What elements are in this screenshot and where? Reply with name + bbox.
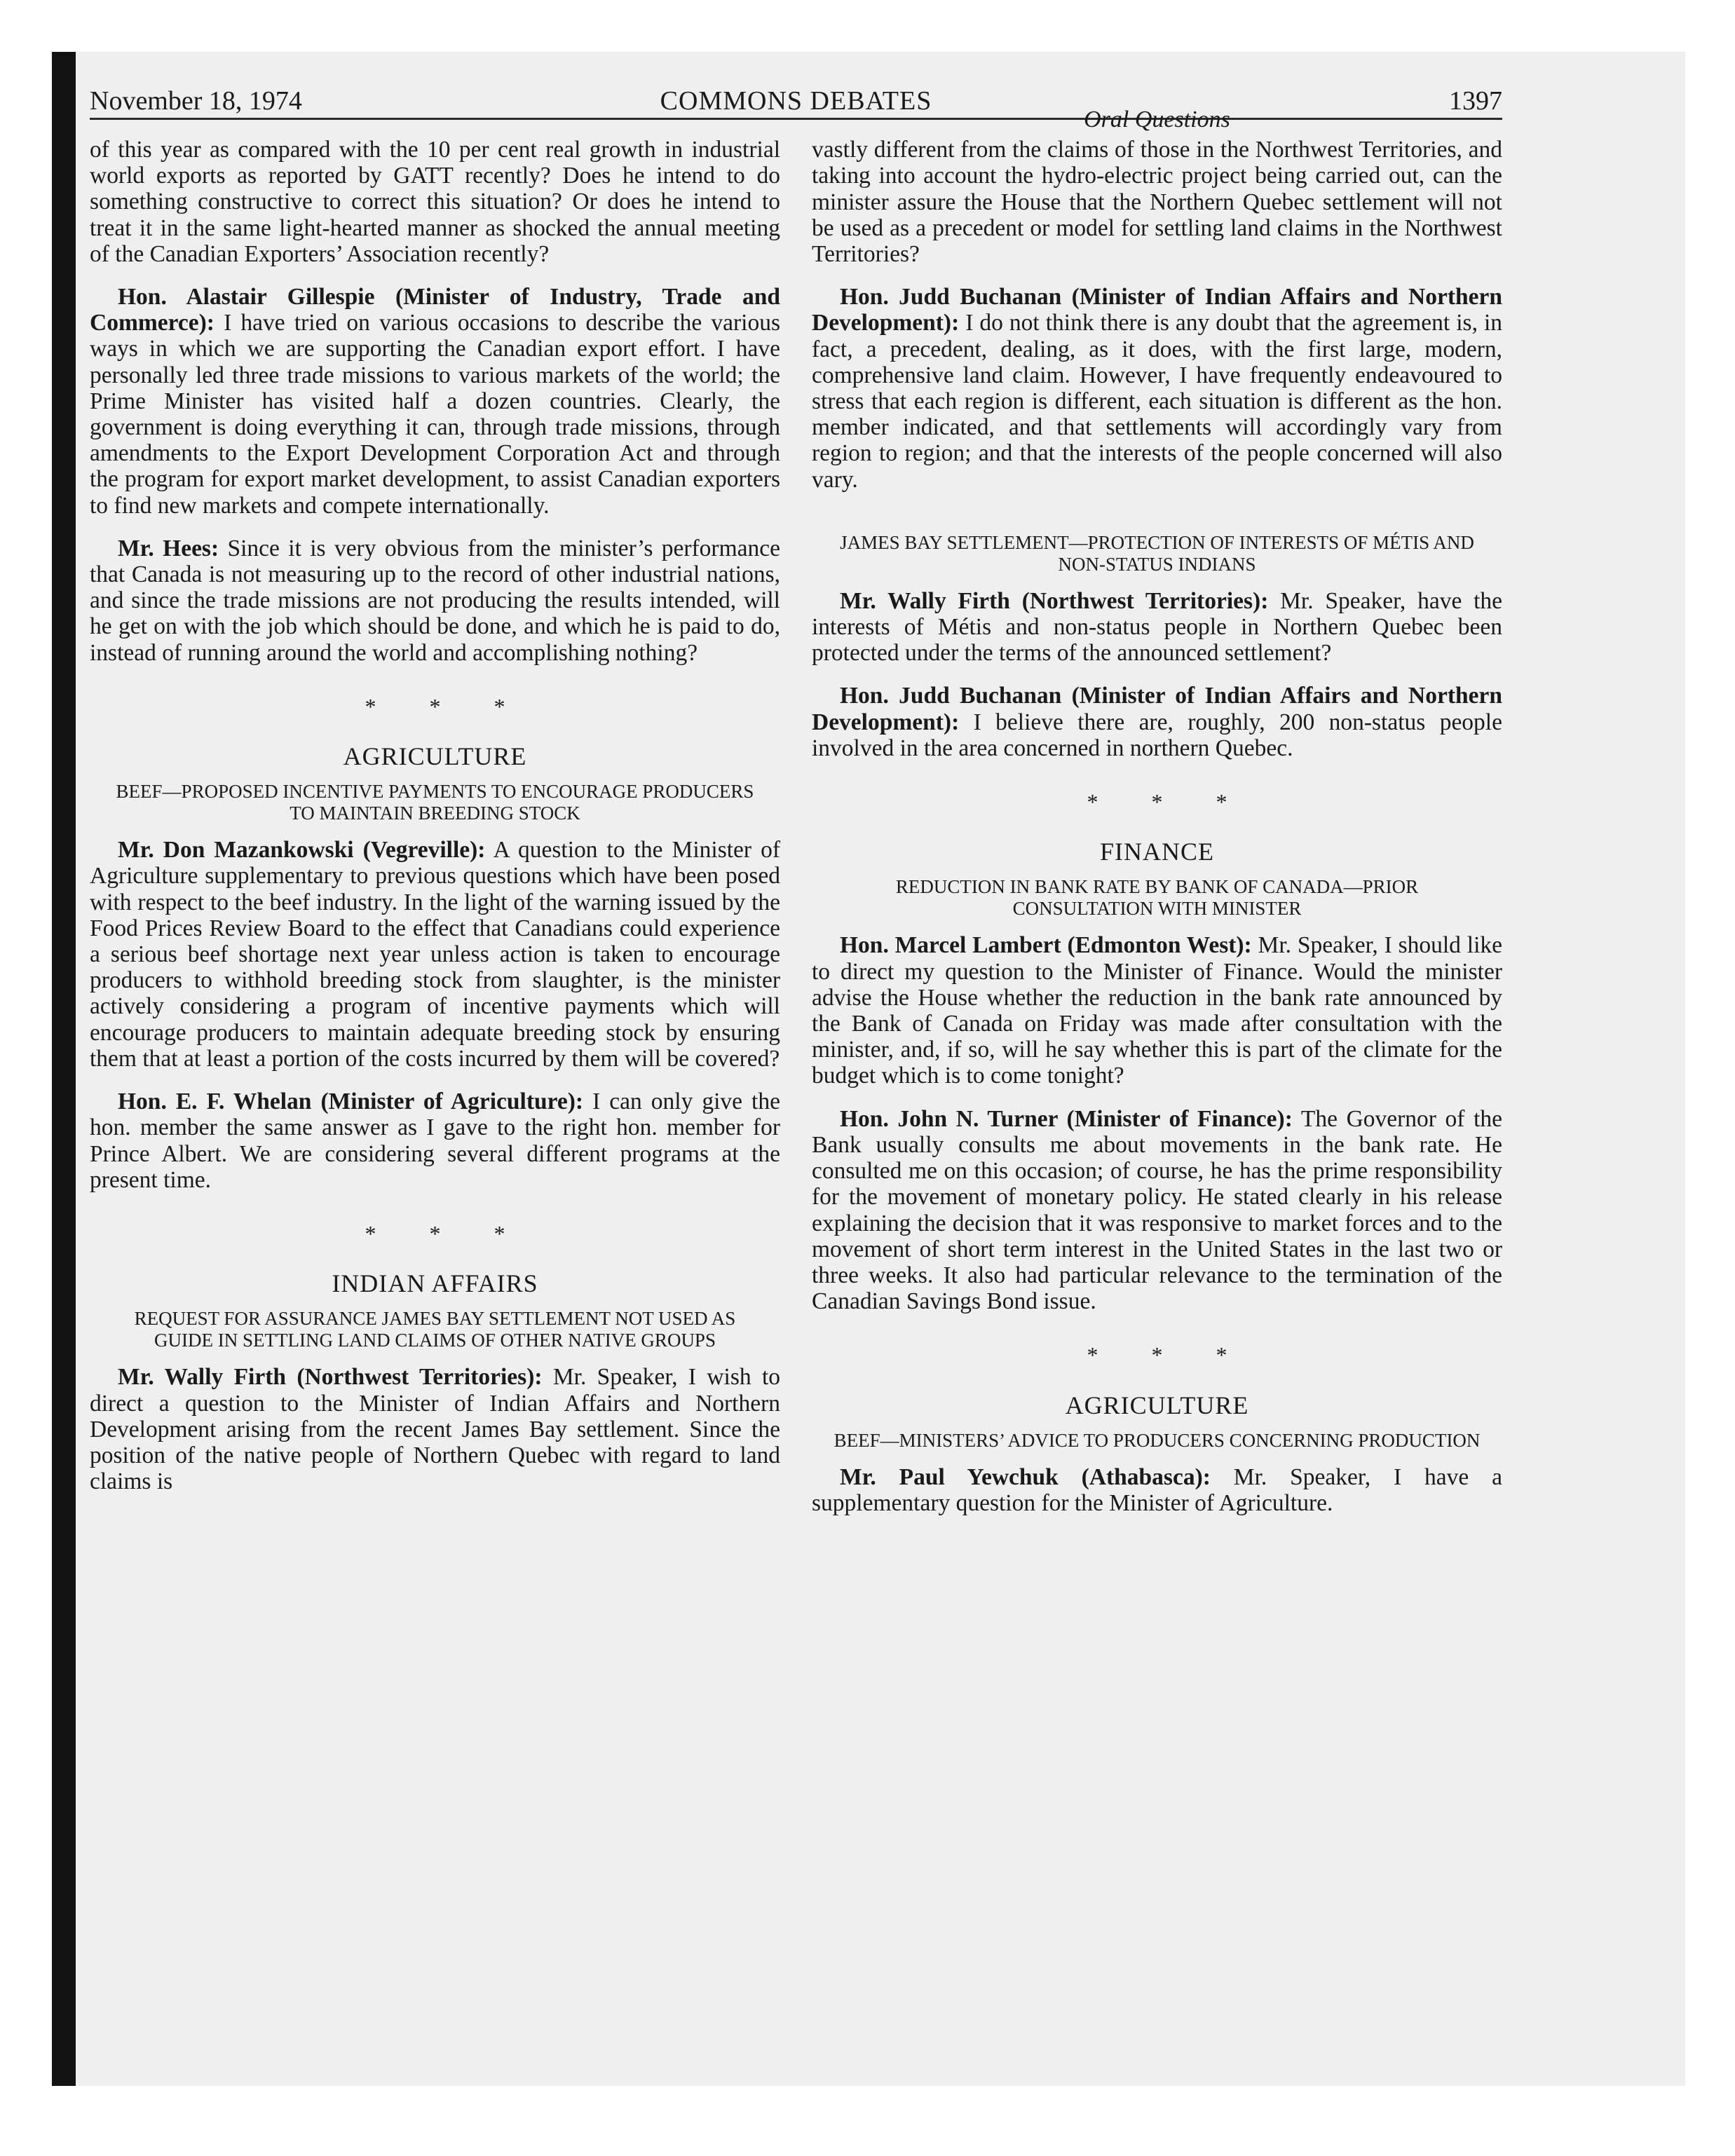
header-date: November 18, 1974 bbox=[90, 86, 302, 116]
speaker-name: Mr. Wally Firth (Northwest Territories): bbox=[840, 587, 1269, 614]
paragraph-text: I have tried on various occasions to describe the various ways in which we are supporting the Canadian export effort. I have personally led three trade missions to various markets of the world; the Prime Minister has visited half a dozen countries. Clearly, the government is doing everything it can, through trade missions, through amendments to the Export Development Corporation Act and through the program for export market development, to assist Canadian exporters to find new markets and compete internationally. bbox=[90, 310, 780, 519]
subheading: BEEF—MINISTERS’ ADVICE TO PRODUCERS CONCERNING PRODUCTION bbox=[834, 1429, 1481, 1451]
speaker-name: Mr. Don Mazankowski (Vegreville): bbox=[118, 837, 486, 864]
speaker-name: Hon. Alastair Gillespie (Minister of Industry, Trade and Commerce): bbox=[90, 284, 780, 336]
section-divider: * * * bbox=[365, 693, 529, 719]
speaker-name: Mr. Paul Yewchuk (Athabasca): bbox=[840, 1464, 1211, 1490]
paragraph-text: Mr. Speaker, I should like to direct my question to the Minister of Finance. Would the minister advise the House whether the reduction in the bank rate announced by the Bank of Canada on Friday was made after consultation with the minister, and, if so, will he say whether this is part of the climate for the budget which is to come tonight? bbox=[812, 932, 1502, 1089]
speaker-name: Hon. John N. Turner (Minister of Finance): bbox=[840, 1105, 1293, 1132]
subheading: BEEF—PROPOSED INCENTIVE PAYMENTS TO ENCOURAGE PRODUCERS TO MAINTAIN BREEDING STOCK bbox=[116, 781, 754, 824]
paragraph bbox=[812, 1464, 1502, 1516]
section-heading: INDIAN AFFAIRS bbox=[332, 1269, 538, 1298]
section-divider: * * * bbox=[1087, 789, 1251, 815]
left-column bbox=[90, 137, 780, 1494]
section-heading: AGRICULTURE bbox=[343, 742, 527, 771]
subheading: JAMES BAY SETTLEMENT—PROTECTION OF INTERESTS OF MÉTIS AND NON-STATUS INDIANS bbox=[840, 531, 1474, 575]
paragraph bbox=[812, 683, 1502, 761]
paragraph bbox=[90, 1089, 780, 1193]
paragraph bbox=[90, 837, 780, 1072]
section-divider: * * * bbox=[365, 1220, 529, 1246]
page-number: 1397 bbox=[1449, 86, 1502, 116]
paragraph bbox=[812, 137, 1502, 267]
publication-title: COMMONS DEBATES bbox=[660, 86, 932, 116]
paragraph-text: Mr. Speaker, I wish to direct a question to the Minister of Indian Affairs and Northern Development arising from the recent James Bay settlement. Since the position of the native people of Northern Quebec with regard to land claims is bbox=[90, 1364, 780, 1495]
scan-margin bbox=[0, 0, 52, 2156]
paragraph-text: of this year as compared with the 10 per cent real growth in industrial world exports as reported by GATT recently? Does he intend to do something constructive to correct this situation? Or does he intend to treat it in the same light-hearted manner as shocked the annual meeting of the Canadian Exporters’ Association recently? bbox=[90, 137, 780, 267]
paragraph-text: A question to the Minister of Agriculture supplementary to previous questions which have been posed with respect to the beef industry. In the light of the warning issued by the Food Prices Review Board to the effect that Canadians could experience a serious beef shortage next year unless action is taken to encourage producers to withhold breeding stock from slaughter, is the minister actively considering a program of incentive payments which will encourage producers to maintain adequate breeding stock by ensuring them that at least a portion of the costs incurred by them will be covered? bbox=[90, 837, 780, 1072]
speaker-name: Hon. Judd Buchanan (Minister of Indian Affairs and Northern Development): bbox=[812, 683, 1502, 735]
paragraph bbox=[90, 1364, 780, 1494]
section-heading: FINANCE bbox=[1099, 838, 1214, 866]
paragraph bbox=[812, 284, 1502, 493]
paragraph-text: Mr. Speaker, have the interests of Métis and non-status people in Northern Quebec been protected under the terms of the announced settlement? bbox=[812, 587, 1503, 667]
speaker-name: Mr. Hees: bbox=[118, 535, 219, 561]
paragraph-text: The Governor of the Bank usually consults me about movements in the bank rate. He consulted me on this occasion; of course, he has the prime responsibility for the movement of monetary policy. He stated clearly in his release explaining the decision that it was responsive to market forces and to the movement of short term interest in the United States in the last two or three weeks. It also had particular relevance to the termination of the Canadian Savings Bond issue. bbox=[812, 1105, 1503, 1315]
speaker-name: Mr. Wally Firth (Northwest Territories): bbox=[118, 1364, 543, 1391]
section-divider: * * * bbox=[1087, 1342, 1251, 1368]
paragraph-text: I can only give the hon. member the same answer as I gave to the right hon. member for Prince Albert. We are considering several different programs at the present time. bbox=[90, 1089, 780, 1193]
paragraph-text: Mr. Speaker, I have a supplementary question for the Minister of Agriculture. bbox=[812, 1464, 1502, 1516]
subheading: REDUCTION IN BANK RATE BY BANK OF CANADA—PRIOR CONSULTATION WITH MINISTER bbox=[895, 876, 1419, 920]
right-column bbox=[812, 107, 1502, 1516]
paragraph-text: I do not think there is any doubt that the agreement is, in fact, a precedent, dealing, as it does, with the first large, modern, comprehensive land claim. However, I have frequently endeavoured to stress that each region is different, each situation is different as the hon. member indicated, and that settlements will accordingly vary from region to region; and that the interests of the people concerned will also vary. bbox=[812, 310, 1502, 493]
paragraph bbox=[812, 1106, 1502, 1315]
paragraph bbox=[90, 535, 780, 666]
speaker-name: Hon. Judd Buchanan (Minister of Indian Affairs and Northern Development): bbox=[812, 284, 1502, 336]
paragraph-text: Since it is very obvious from the minister’s performance that Canada is not measuring up to the record of other industrial nations, and since the trade missions are not producing the results intended, will he get on with the job which should be done, and which he is paid to do, instead of running around the world and accomplishing nothing? bbox=[90, 535, 780, 666]
speaker-name: Hon. E. F. Whelan (Minister of Agriculture): bbox=[118, 1089, 584, 1115]
paragraph-text: I believe there are, roughly, 200 non-status people involved in the area concerned in northern Quebec. bbox=[812, 709, 1502, 761]
subheading: REQUEST FOR ASSURANCE JAMES BAY SETTLEMENT NOT USED AS GUIDE IN SETTLING LAND CLAIMS OF OTHER NATIVE GROUPS bbox=[134, 1308, 736, 1351]
paragraph bbox=[90, 284, 780, 519]
section-heading: AGRICULTURE bbox=[1065, 1391, 1249, 1419]
scan-edge-shadow bbox=[52, 52, 76, 2086]
paragraph bbox=[812, 932, 1502, 1089]
speaker-name: Hon. Marcel Lambert (Edmonton West): bbox=[840, 932, 1252, 959]
paragraph-text: vastly different from the claims of those in the Northwest Territories, and taking into account the hydro-electric project being carried out, can the minister assure the House that the Northern Quebec settlement will not be used as a precedent or model for settling land claims in the Northwest Territories? bbox=[812, 137, 1502, 268]
paragraph bbox=[812, 588, 1502, 667]
running-head: Oral Questions bbox=[1084, 107, 1230, 132]
paragraph bbox=[90, 137, 780, 267]
